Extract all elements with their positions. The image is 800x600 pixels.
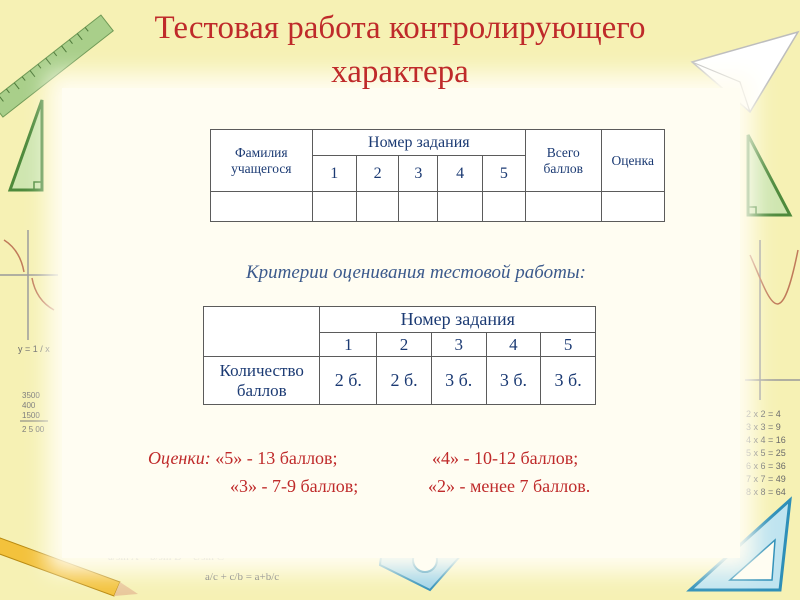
criteria-title: Критерии оценивания тестовой работы: (245, 262, 586, 283)
svg-text:400: 400 (22, 401, 36, 410)
fraction-formula: a/c + c/b = a+b/c (205, 571, 280, 583)
empty-corner-cell (204, 307, 320, 357)
arithmetic-decoration (20, 391, 48, 434)
header-line: баллов (543, 160, 584, 176)
grade-2-rule: «2» - менее 7 баллов. (428, 476, 591, 496)
title-line-1: Тестовая работа контролирующего (154, 10, 646, 46)
label-line: Количество (219, 360, 304, 380)
task-number-cell: 5 (482, 156, 525, 192)
title-line-2: характера (331, 54, 469, 90)
points-cell: 2 б. (377, 357, 432, 405)
empty-total-cell (526, 192, 601, 222)
points-cell: 2 б. (320, 357, 377, 405)
total-points-header (526, 130, 601, 192)
empty-student-cell (211, 192, 313, 222)
svg-text:3500: 3500 (22, 391, 40, 400)
grade-5-text: «5» - 13 баллов; (215, 448, 338, 468)
header-line: Всего (546, 144, 580, 160)
task-number-header: Номер задания (320, 307, 596, 333)
svg-text:8 x 8 = 64: 8 x 8 = 64 (746, 487, 786, 497)
student-test-table (210, 129, 665, 222)
task-number-cell: 5 (541, 333, 596, 357)
label-line: баллов (236, 380, 287, 400)
svg-text:3 x 3 = 9: 3 x 3 = 9 (746, 422, 781, 432)
svg-text:1500: 1500 (22, 411, 40, 420)
student-name-header (211, 130, 313, 192)
svg-text:2 5 00: 2 5 00 (22, 425, 45, 434)
triangle-drawing-icon (10, 100, 42, 190)
task-number-cell: 3 (399, 156, 438, 192)
task-number-cell: 3 (431, 333, 486, 357)
grade-4-rule: «4» - 10-12 баллов; (432, 448, 579, 468)
task-number-cell: 2 (377, 333, 432, 357)
function-graph-icon (0, 230, 58, 340)
task-number-cell: 4 (486, 333, 541, 357)
points-label (204, 357, 320, 405)
task-number-header: Номер задания (312, 130, 525, 156)
grade-header: Оценка (601, 130, 665, 192)
empty-score-cell (356, 192, 398, 222)
page-title (0, 6, 800, 94)
empty-score-cell (438, 192, 482, 222)
empty-score-cell (312, 192, 356, 222)
grades-label: Оценки: (148, 448, 211, 468)
empty-score-cell (399, 192, 438, 222)
formula-text: y = 1 / x (18, 344, 50, 354)
points-cell: 3 б. (431, 357, 486, 405)
triangle-drawing-icon-right (748, 135, 790, 215)
empty-score-cell (482, 192, 525, 222)
task-number-cell: 1 (312, 156, 356, 192)
header-line: учащегося (231, 160, 292, 176)
task-number-cell: 1 (320, 333, 377, 357)
task-number-cell: 4 (438, 156, 482, 192)
empty-grade-cell (601, 192, 665, 222)
svg-text:6 x 6 = 36: 6 x 6 = 36 (746, 461, 786, 471)
svg-text:5 x 5 = 25: 5 x 5 = 25 (746, 448, 786, 458)
svg-text:2 x 2 = 4: 2 x 2 = 4 (746, 409, 781, 419)
svg-text:4 x 4 = 16: 4 x 4 = 16 (746, 435, 786, 445)
criteria-table (203, 306, 596, 405)
grade-5-rule (148, 448, 338, 469)
points-cell: 3 б. (541, 357, 596, 405)
task-number-cell: 2 (356, 156, 398, 192)
grade-3-rule: «3» - 7-9 баллов; (230, 476, 359, 496)
header-line: Фамилия (235, 144, 288, 160)
svg-text:7 x 7 = 49: 7 x 7 = 49 (746, 474, 786, 484)
multiplication-table (746, 409, 786, 497)
points-cell: 3 б. (486, 357, 541, 405)
